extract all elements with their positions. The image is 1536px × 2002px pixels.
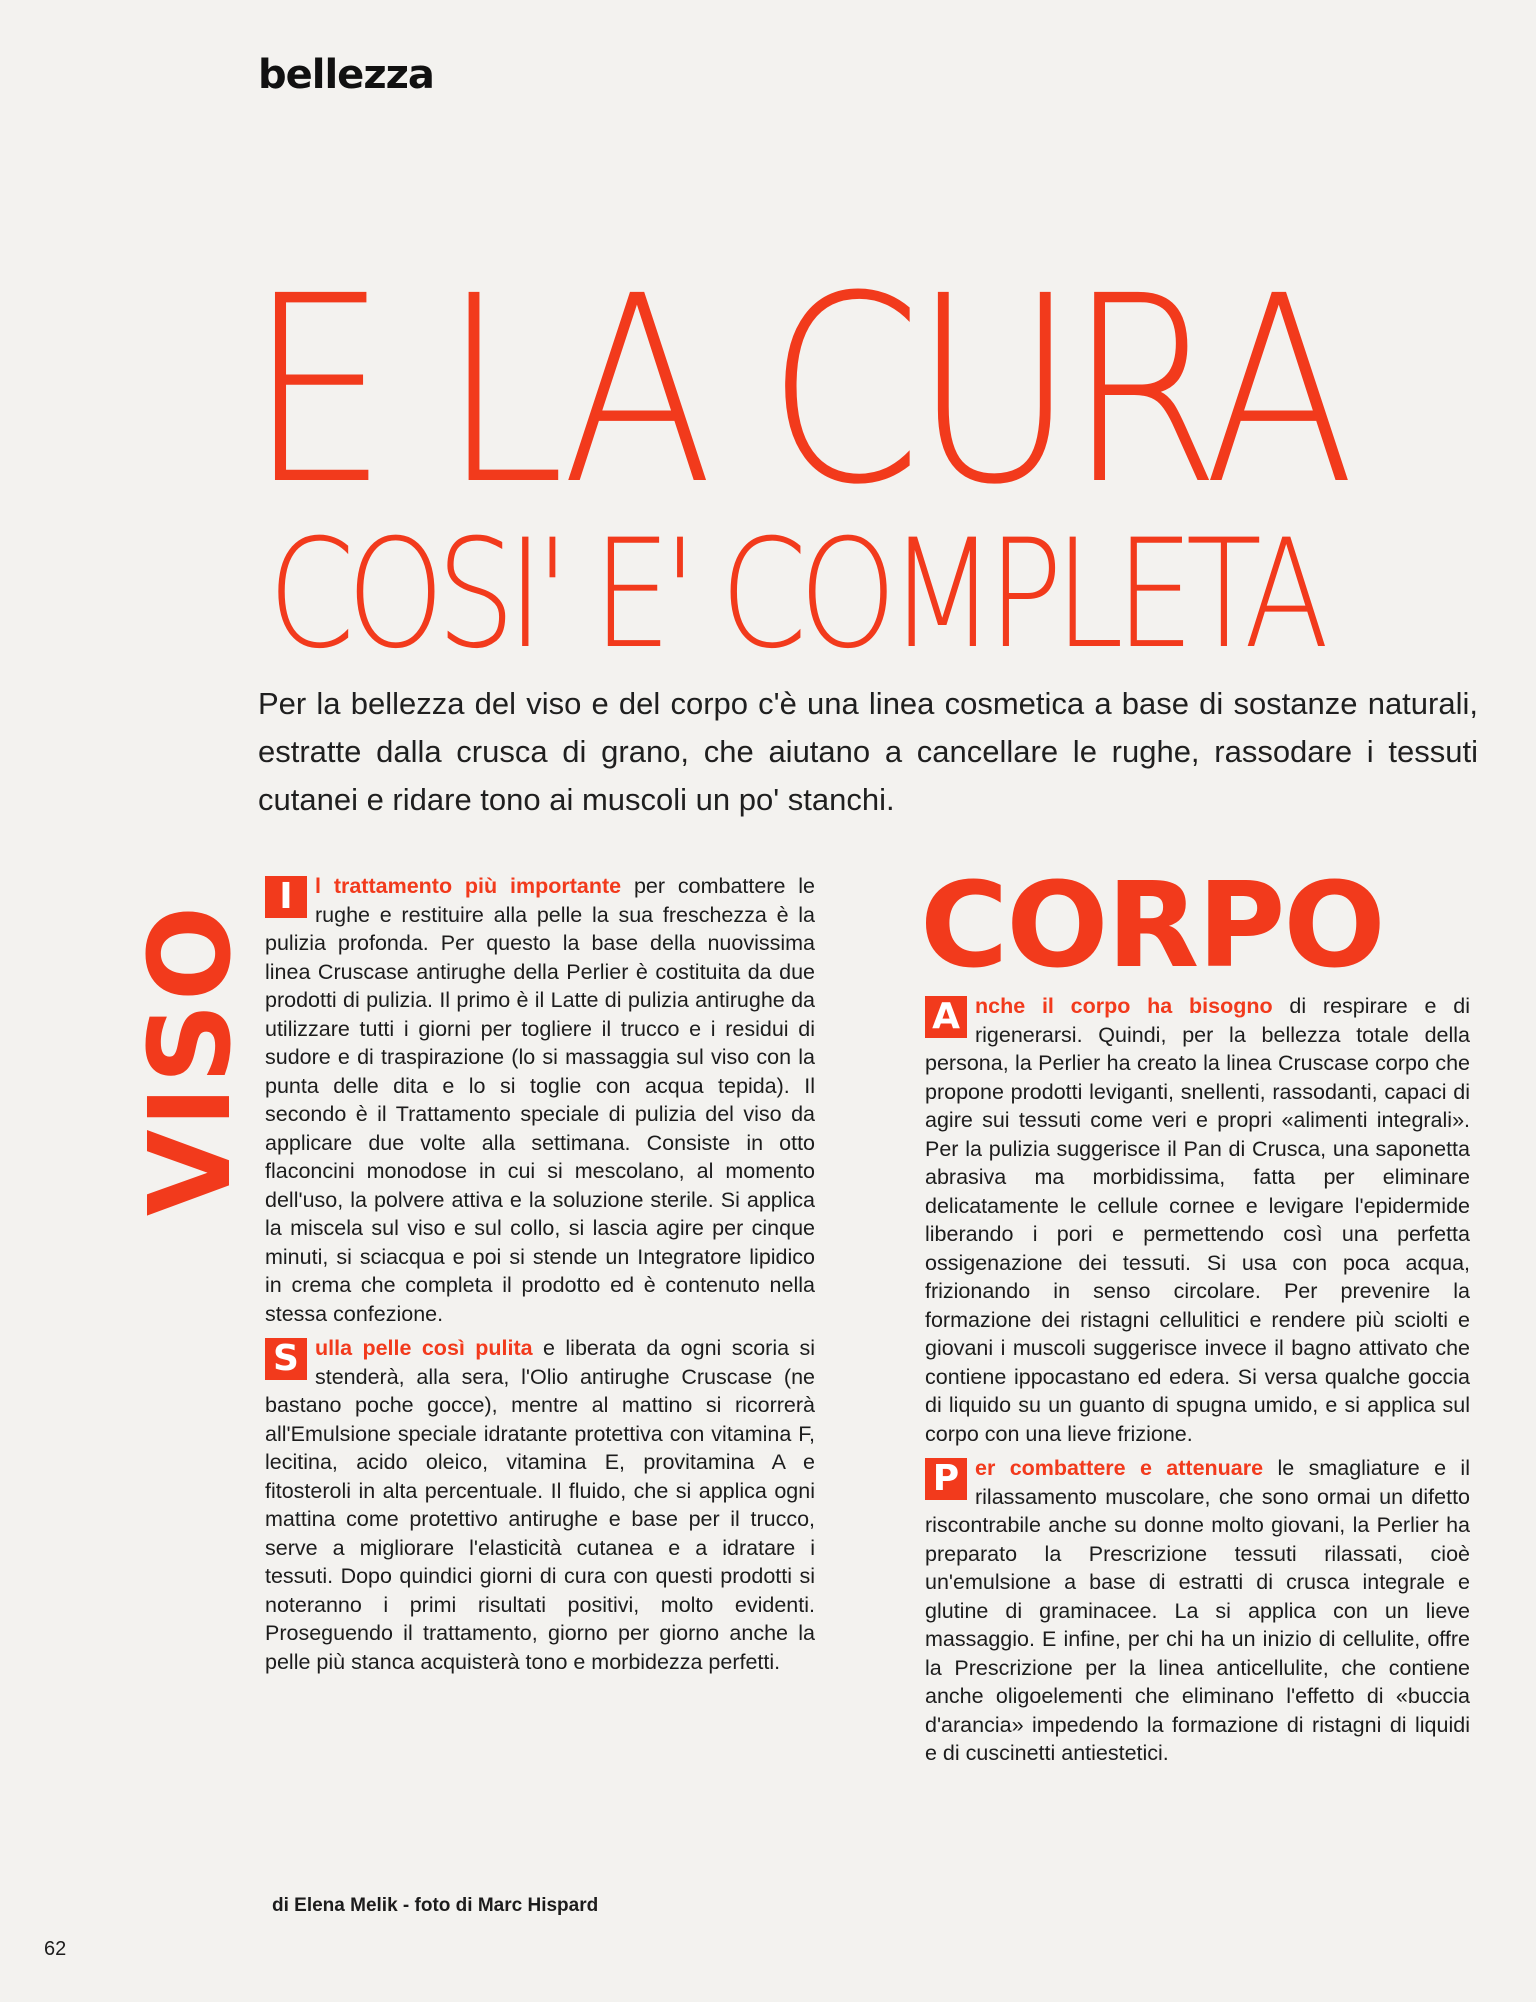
drop-cap: I bbox=[265, 876, 307, 918]
page-number: 62 bbox=[44, 1938, 67, 1960]
viso-column bbox=[265, 872, 815, 1682]
drop-cap: S bbox=[265, 1338, 307, 1380]
paragraph-text: e liberata da ogni scoria si stenderà, alla sera, l'Olio antirughe Cruscase (ne bastano poche gocce), mentre al mattino si ricorrerà all'Emulsione speciale idratante protettiva con vitamina F, lecitina, acido oleico, vitamina E, provitamina A e fitosteroli in alta percentuale. Il fluido, che si applica ogni mattina come protettivo antirughe e base per il trucco, serve a migliorare l'elasticità cutanea e a idratare i tessuti. Dopo quindici giorni di cura con questi prodotti si noteranno i primi risultati positivi, molto evidenti. Proseguendo il trattamento, giorno per giorno anche la pelle più stanca acquisterà tono e morbidezza perfetti. bbox=[265, 1336, 815, 1674]
lead-paragraph: Per la bellezza del viso e del corpo c'è una linea cosmetica a base di sostanze naturali, estratte dalla crusca di grano, che aiutano a cancellare le rughe, rassodare i tessuti cutanei e ridare tono ai muscoli un po' stanchi. bbox=[258, 686, 1478, 817]
paragraph-lead-in: ulla pelle così pulita bbox=[315, 1336, 533, 1360]
section-label: bellezza bbox=[258, 52, 434, 98]
byline: di Elena Melik - foto di Marc Hispard bbox=[272, 1895, 599, 1916]
drop-cap: A bbox=[925, 996, 967, 1038]
paragraph-text: le smagliature e il rilassamento muscolare, che sono ormai un difetto riscontrabile anche su donne molto giovani, la Perlier ha preparato la Prescrizione tessuti rilassati, cioè un'emulsione a base di estratti di crusca integrale e glutine di graminacee. La si applica con un lieve massaggio. E infine, per chi ha un inizio di cellulite, offre la Prescrizione per la linea anticellulite, che contiene anche oligoelementi che eliminano l'effetto di «buccia d'arancia» impedendo la formazione di ristagni di liquidi e di cuscinetti antiestetici. bbox=[925, 1456, 1470, 1765]
headline-line-2: COSI' E' COMPLETA bbox=[268, 508, 1321, 682]
corpo-section-label: CORPO bbox=[920, 856, 1384, 994]
paragraph-text: di respirare e di rigenerarsi. Quindi, per la bellezza totale della persona, la Perlier ha creato la linea Cruscase corpo che propone prodotti leviganti, snellenti, rassodanti, capaci di agire sui tessuti come veri e propri «alimenti integrali». Per la pulizia suggerisce il Pan di Crusca, una saponetta abrasiva ma morbidissima, fatta per eliminare delicatamente le cellule cornee e levigare l'epidermide liberando i pori e permettendo così una perfetta ossigenazione dei tessuti. Si usa con poca acqua, frizionando in senso circolare. Per prevenire la formazione dei ristagni cellulitici e rendere più sciolti e giovani i muscoli suggerisce invece il bagno attivato che contiene ippocastano ed edera. Si versa qualche goccia di liquido su un guanto di spugna umido, e si applica sul corpo con una lieve frizione. bbox=[925, 994, 1470, 1446]
viso-paragraph-2 bbox=[265, 1334, 815, 1676]
paragraph-lead-in: er combattere e attenuare bbox=[975, 1456, 1264, 1480]
viso-section-label bbox=[125, 870, 256, 1250]
corpo-paragraph-2 bbox=[925, 1454, 1470, 1768]
viso-label-text: VISO bbox=[125, 903, 256, 1217]
paragraph-lead-in: l trattamento più importante bbox=[315, 874, 622, 898]
paragraph-text: per combattere le rughe e restituire alla pelle la sua freschezza è la pulizia profonda. Per questo la base della nuovissima linea Cruscase antirughe della Perlier è costituita da due prodotti di pulizia. Il primo è il Latte di pulizia antirughe da utilizzare tutti i giorni per togliere il trucco e i residui di sudore e di traspirazione (lo si massaggia sul viso con la punta delle dita e lo si toglie con acqua tepida). Il secondo è il Trattamento speciale di pulizia del viso da applicare due volte alla settimana. Consiste in otto flaconcini monodose in cui si mescolano, al momento dell'uso, la polvere attiva e la soluzione sterile. Si applica la miscela sul viso e sul collo, si lascia agire per cinque minuti, si sciacqua e poi si stende un Integratore lipidico in crema che completa il prodotto ed è contenuto nella stessa confezione. bbox=[265, 874, 816, 1326]
corpo-column bbox=[925, 992, 1470, 1774]
drop-cap: P bbox=[925, 1458, 967, 1500]
paragraph-lead-in: nche il corpo ha bisogno bbox=[975, 994, 1273, 1018]
corpo-paragraph-1 bbox=[925, 992, 1470, 1448]
viso-paragraph-1 bbox=[265, 872, 815, 1328]
headline-line-1: E LA CURA bbox=[248, 241, 1347, 541]
